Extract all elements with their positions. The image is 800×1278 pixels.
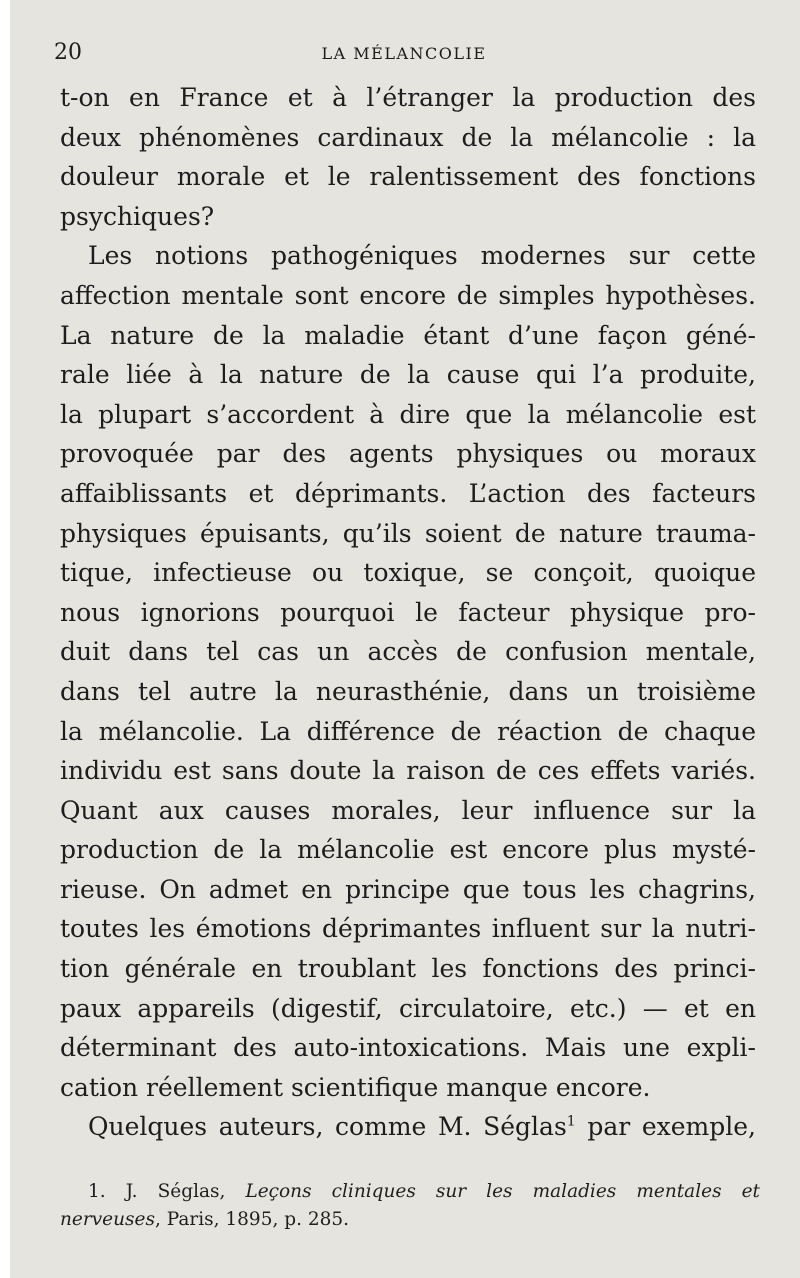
text-line: la plupart s’accordent à dire que la mélancolie est: [60, 399, 756, 429]
text-line: Quant aux causes morales, leur influence sur la: [60, 795, 756, 825]
text-line: psychiques?: [60, 201, 215, 231]
text-line: tique, infectieuse ou toxique, se conçoit, quoique: [60, 558, 756, 588]
text-line: production de la mélancolie est encore plus mysté-: [60, 835, 756, 865]
text-line: physiques épuisants, qu’ils soient de nature trauma-: [60, 518, 756, 548]
footnote-author: J. Séglas,: [125, 1181, 226, 1202]
text-line: tion générale en troublant les fonctions des princi-: [60, 954, 756, 984]
text-line: cation réellement scientifique manque encore.: [60, 1072, 651, 1102]
page-number: 20: [54, 40, 82, 65]
footnote-publication: , Paris, 1895, p. 285.: [154, 1209, 350, 1230]
text-line: toutes les émotions déprimantes influent sur la nutri-: [60, 914, 756, 944]
text-line: déterminant des auto-intoxications. Mais une expli-: [60, 1033, 756, 1063]
text-segment: par exemple,: [587, 1112, 756, 1142]
text-line: affaiblissants et déprimants. L’action des facteurs: [60, 478, 756, 508]
text-line: rieuse. On admet en principe que tous les chagrins,: [60, 874, 756, 904]
text-line: individu est sans doute la raison de ces effets variés.: [60, 756, 756, 786]
footnote-marker: 1.: [88, 1181, 106, 1202]
footnote-title-cont: nerveuses: [60, 1209, 155, 1230]
footnote: [60, 1178, 760, 1234]
text-line: provoquée par des agents physiques ou moraux: [60, 439, 756, 469]
text-line: t-on en France et à l’étranger la production des: [60, 83, 756, 112]
footnote-title: Leçons cliniques sur les maladies mentales et: [245, 1181, 760, 1202]
text-line: La nature de la maladie étant d’une façon géné-: [60, 320, 756, 350]
text-line: rale liée à la nature de la cause qui l’a produite,: [60, 360, 756, 390]
text-line: paux appareils (digestif, circulatoire, etc.) — et en: [60, 993, 756, 1023]
text-segment: Quelques auteurs, comme M. Séglas: [88, 1112, 567, 1142]
text-line: affection mentale sont encore de simples hypothèses.: [60, 280, 756, 310]
footnote-reference[interactable]: 1: [566, 1114, 576, 1131]
text-line: Les notions pathogéniques modernes sur cette: [88, 241, 756, 271]
footnote-line: [60, 1206, 760, 1234]
text-line: douleur morale et le ralentissement des fonctions: [60, 162, 756, 192]
running-head: [54, 40, 754, 70]
footnote-line: [60, 1178, 760, 1206]
body-text: [60, 78, 756, 1147]
text-line: duit dans tel cas un accès de confusion mentale,: [60, 637, 756, 667]
text-line: la mélancolie. La différence de réaction de chaque: [60, 716, 756, 746]
text-line-with-footnote-ref: [60, 1107, 756, 1147]
text-line: deux phénomènes cardinaux de la mélancolie : la: [60, 122, 756, 152]
running-title: LA MÉLANCOLIE: [321, 44, 487, 63]
text-line: nous ignorions pourquoi le facteur physique pro-: [60, 597, 756, 627]
text-line: dans tel autre la neurasthénie, dans un troisième: [60, 676, 756, 706]
